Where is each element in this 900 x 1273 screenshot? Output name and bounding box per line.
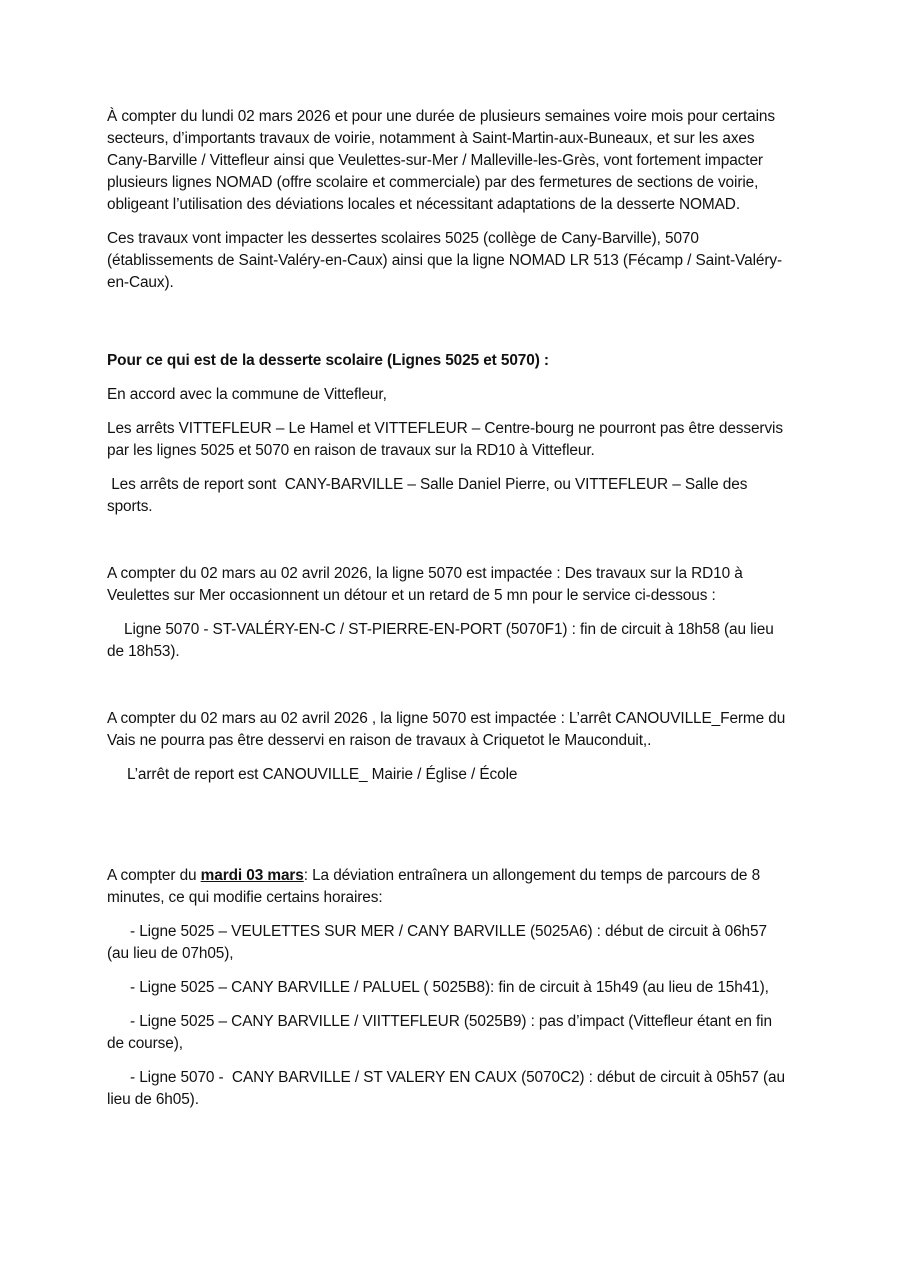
scolaire-heading: Pour ce qui est de la desserte scolaire (Lignes 5025 et 5070) : xyxy=(107,352,549,369)
deviation-intro-text: A compter du xyxy=(107,867,201,884)
intro-paragraph-1: À compter du lundi 02 mars 2026 et pour une durée de plusieurs semaines voire mois pour certains secteurs, d’importants travaux de voirie, notamment à Saint-Martin-aux-Buneaux, et sur les axes Cany-Barville / Vittefleur ainsi que Veulettes-sur-Mer / Malleville-les-Grès, vont fortement impacter plusieurs lignes NOMAD (offre scolaire et commerciale) par des fermetures de sections de voirie, obligeant l’utilisation des déviations locales et nécessitant adaptations de la desserte NOMAD. xyxy=(107,108,775,213)
scolaire-paragraph-2: Les arrêts VITTEFLEUR – Le Hamel et VITTEFLEUR – Centre-bourg ne pourront pas être desservis par les lignes 5025 et 5070 en raison de travaux sur la RD10 à Vittefleur. xyxy=(107,420,783,459)
scolaire-paragraph-1: En accord avec la commune de Vittefleur, xyxy=(107,386,387,403)
scolaire-paragraph-3: Les arrêts de report sont CANY-BARVILLE – Salle Daniel Pierre, ou VITTEFLEUR – Salle des sports. xyxy=(107,476,752,515)
deviation-paragraph-1 xyxy=(107,865,792,909)
veulettes-paragraph-1: A compter du 02 mars au 02 avril 2026, la ligne 5070 est impactée : Des travaux sur la RD10 à Veulettes sur Mer occasionnent un détour et un retard de 5 mn pour le service ci-dessous : xyxy=(107,565,743,604)
deviation-intro-rest: : La déviation entraînera un allongement du temps de parcours de 8 minutes, ce qui modifie certains horaires: xyxy=(107,867,761,906)
deviation-item: - Ligne 5025 – CANY BARVILLE / PALUEL ( 5025B8): fin de circuit à 15h49 (au lieu de 15h41), xyxy=(130,979,769,996)
canouville-paragraph-2: L’arrêt de report est CANOUVILLE_ Mairie / Église / École xyxy=(127,766,518,783)
deviation-item: - Ligne 5025 – CANY BARVILLE / VIITTEFLEUR (5025B9) : pas d’impact (Vittefleur étant en fin de course), xyxy=(107,1013,777,1052)
deviation-item: - Ligne 5070 - CANY BARVILLE / ST VALERY EN CAUX (5070C2) : début de circuit à 05h57 (au lieu de 6h05). xyxy=(107,1069,790,1108)
deviation-item: - Ligne 5025 – VEULETTES SUR MER / CANY BARVILLE (5025A6) : début de circuit à 06h57 (au lieu de 07h05), xyxy=(107,923,772,962)
deviation-date-emphasis: mardi 03 mars xyxy=(200,867,304,884)
canouville-paragraph-1: A compter du 02 mars au 02 avril 2026 , la ligne 5070 est impactée : L’arrêt CANOUVILLE_Ferme du Vais ne pourra pas être desservi en raison de travaux à Criquetot le Mauconduit,. xyxy=(107,710,786,749)
veulettes-paragraph-2: Ligne 5070 - ST-VALÉRY-EN-C / ST-PIERRE-EN-PORT (5070F1) : fin de circuit à 18h58 (au lieu de 18h53). xyxy=(107,621,774,660)
intro-paragraph-2: Ces travaux vont impacter les dessertes scolaires 5025 (collège de Cany-Barville), 5070 (établissements de Saint-Valéry-en-Caux) ainsi que la ligne NOMAD LR 513 (Fécamp / Saint-Valéry-en-Caux). xyxy=(107,230,782,291)
